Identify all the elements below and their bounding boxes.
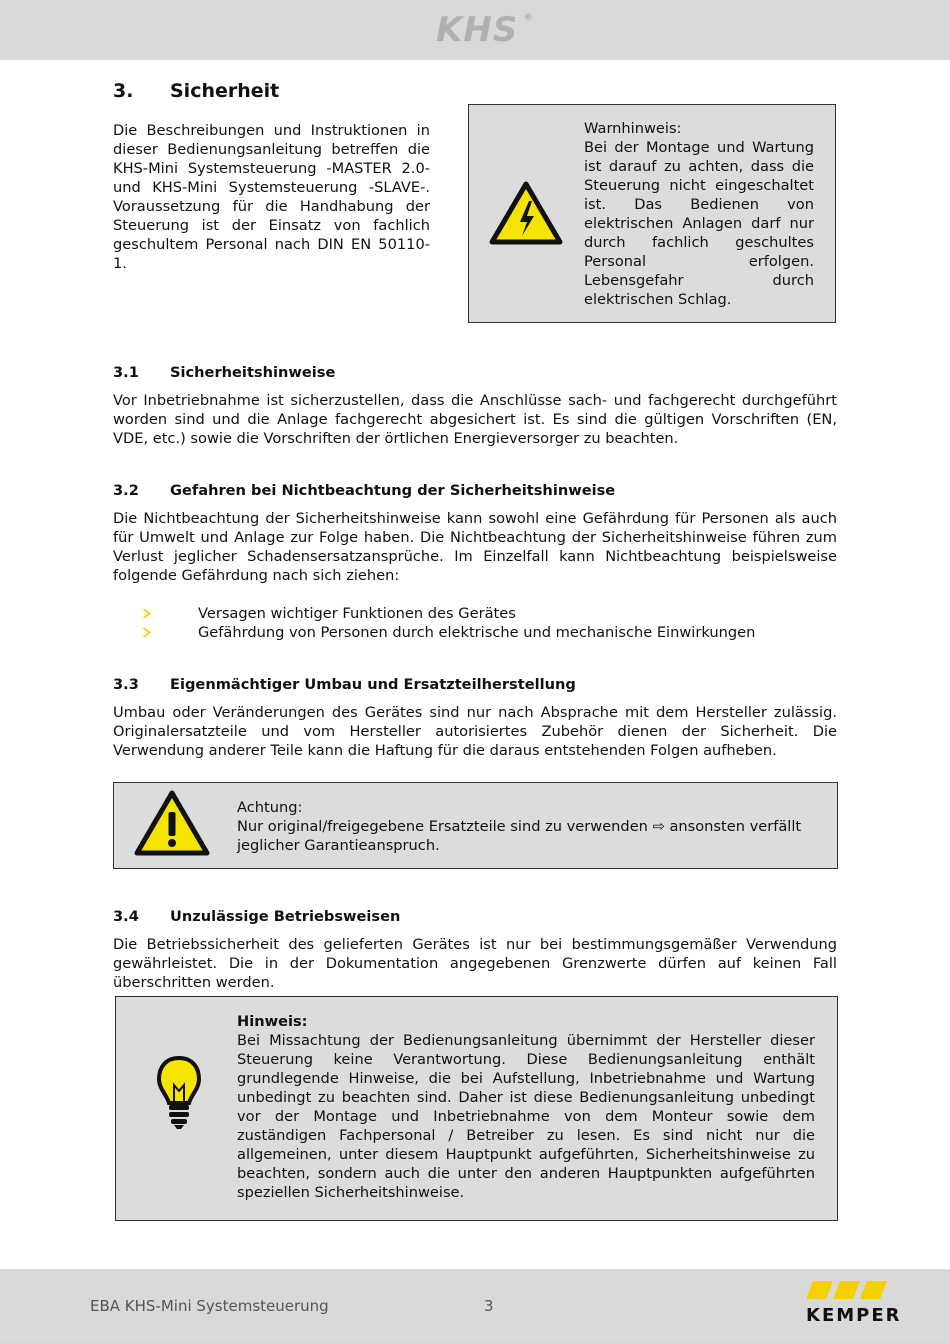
page-footer [0,1269,950,1343]
chevron-right-icon [140,623,154,642]
list-item [140,623,840,642]
page-number: 3 [484,1297,494,1315]
subsection-title: Unzulässige Betriebsweisen [170,908,401,925]
caution-text [237,817,817,855]
caution-text-start: Nur original/freigegebene Ersatzteile sind zu verwenden [237,818,648,835]
warning-title: Warnhinweis: [584,120,682,137]
note-title: Hinweis: [237,1013,308,1030]
subsection-number: 3.3 [113,676,139,693]
subsection-title: Sicherheitshinweise [170,364,336,381]
paragraph-3-2: Die Nichtbeachtung der Sicherheitshinweise kann sowohl eine Gefährdung für Personen als auch für Umwelt und Anlage zur Folge haben. Die Nichtbeachtung der Sicherheitshinweise führen zum Verlust jeglicher Schadensersatzansprüche. Im Einzelfall kann Nichtbeachtung beispielsweise folgende Gefährdung nach sich ziehen: [113,510,837,584]
list-item-text: Versagen wichtiger Funktionen des Gerätes [198,605,516,622]
paragraph-3-3: Umbau oder Veränderungen des Gerätes sind nur nach Absprache mit dem Hersteller zulässig. Originalersatzteile und vom Hersteller autorisiertes Zubehör dienen der Sicherheit. Die Verwendung anderer Teile kann die Haftung für die daraus entstehenden Folgen aufheben. [113,704,837,759]
intro-paragraph: Die Beschreibungen und Instruktionen in dieser Bedienungsanleitung betreffen die KHS-Mini Systemsteuerung -MASTER 2.0- und KHS-Mini Systemsteuerung -SLAVE-. Voraussetzung für die Handhabung der Steuerung ist der Einsatz von fachlich geschultem Personal nach DIN EN 50110-1. [113,122,430,272]
subsection-number: 3.1 [113,364,139,381]
warning-text: Bei der Montage und Wartung ist darauf zu achten, dass die Steuerung nicht eingeschaltet ist. Das Bedienen von elektrischen Anlagen darf nur durch fachlich geschultes Personal erfolgen. Lebensgefahr durch elektrischen Schlag. [584,139,814,308]
arrow-right-icon: ⇨ [652,818,665,835]
subsection-number: 3.2 [113,482,139,499]
khs-logo: KHS [436,10,519,50]
lightbulb-icon [156,1055,202,1131]
note-text: Bei Missachtung der Bedienungsanleitung übernimmt der Hersteller dieser Steuerung keine Verantwortung. Diese Bedienungsanleitung enthält grundlegende Hinweise, die bei Aufstellung, Inbetriebnahme und Wartung unbedingt zu beachten sind. Daher ist diese Bedienungsanleitung unbedingt vor der Montage und Inbetriebnahme von dem Monteur sowie dem zuständigen Fachpersonal / Betreiber zu lesen. Es sind nicht nur die allgemeinen, unter diesem Hauptpunkt aufgeführten, Sicherheitshinweise zu beachten, sondern auch die unter den anderen Hauptpunkten aufgeführten speziellen Sicherheitshinweise. [237,1032,815,1201]
paragraph-3-4: Die Betriebssicherheit des gelieferten Gerätes ist nur bei bestimmungsgemäßer Verwendung gewährleistet. Die in der Dokumentation angegebenen Grenzwerte dürfen auf keinen Fall überschritten werden. [113,936,837,991]
subsection-title: Gefahren bei Nichtbeachtung der Sicherheitshinweise [170,482,616,499]
chevron-right-icon [140,604,154,623]
document-title: EBA KHS-Mini Systemsteuerung [90,1297,329,1315]
section-number: 3. [113,80,134,102]
subsection-title: Eigenmächtiger Umbau und Ersatzteilherstellung [170,676,576,693]
hazard-list [140,604,840,642]
note-box [115,996,838,1221]
list-item-text: Gefährdung von Personen durch elektrische und mechanische Einwirkungen [198,624,756,641]
registered-mark: ® [524,13,533,23]
paragraph-3-1: Vor Inbetriebnahme ist sicherzustellen, dass die Anschlüsse sach- und fachgerecht durchgeführt worden sind und die Anlage fachgerecht abgesichert ist. Es sind die gültigen Vorschriften (EN, VDE, etc.) sowie die Vorschriften der örtlichen Energieversorger zu beachten. [113,392,837,447]
caution-text-end: ansonsten verfällt jeglicher Garantieanspruch. [237,818,802,854]
kemper-logo-stripes [806,1281,890,1299]
kemper-logo: KEMPER [806,1305,902,1326]
caution-exclamation-icon [134,790,210,856]
page-header [0,0,950,60]
subsection-number: 3.4 [113,908,139,925]
list-item [140,604,840,623]
warning-box [468,104,836,323]
electric-hazard-icon [489,181,563,245]
section-title: Sicherheit [170,80,280,102]
caution-title: Achtung: [237,799,303,816]
caution-box [113,782,838,869]
